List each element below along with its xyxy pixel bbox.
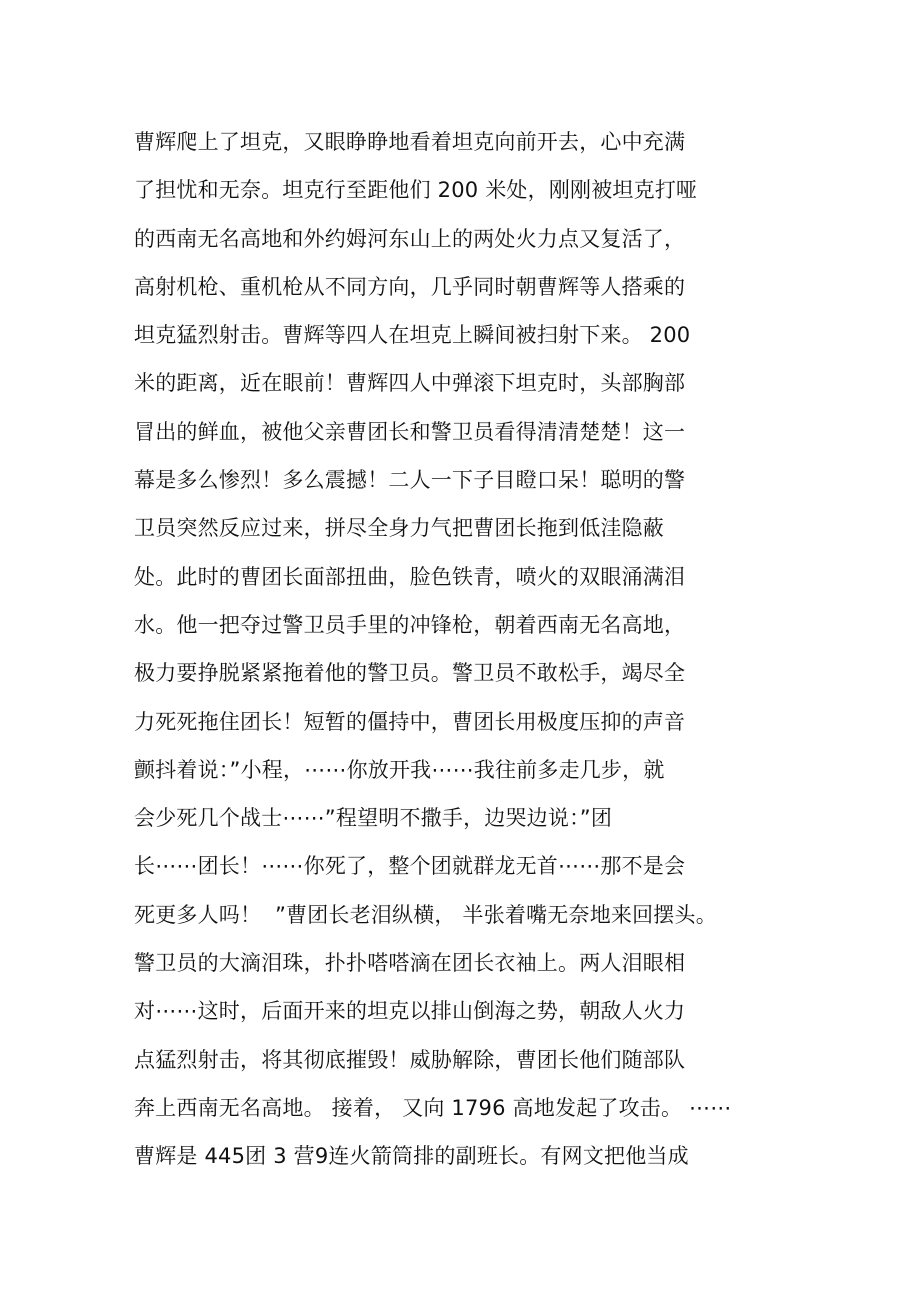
body-text — [134, 118, 794, 1181]
text-line: 点猛烈射击，将其彻底摧毁！威胁解除，曹团长他们随部队 — [134, 1047, 686, 1072]
text-line: 了担忧和无奈。坦克行至距他们 200 米处，刚刚被坦克打哑 — [134, 178, 698, 203]
text-line: 坦克猛烈射击。曹辉等四人在坦克上瞬间被扫射下来。 200 — [134, 323, 691, 348]
text-line: 的西南无名高地和外约姆河东山上的两处火力点又复活了， — [134, 226, 686, 251]
text-line: 米的距离，近在眼前！曹辉四人中弹滚下坦克时，头部胸部 — [134, 371, 686, 396]
text-line: 幕是多么惨烈！多么震撼！二人一下子目瞪口呆！聪明的警 — [134, 468, 686, 493]
text-line: 会少死几个战士⋯⋯”程望明不撒手，边哭边说：”团 — [134, 806, 613, 831]
text-line: 对⋯⋯这时，后面开来的坦克以排山倒海之势，朝敌人火力 — [134, 999, 686, 1024]
text-line: 死更多人吗！ ”曹团长老泪纵横， 半张着嘴无奈地来回摆头。 — [134, 902, 717, 927]
text-line: 卫员突然反应过来，拼尽全身力气把曹团长拖到低洼隐蔽 — [134, 516, 664, 541]
text-line: 处。此时的曹团长面部扭曲，脸色铁青，喷火的双眼涌满泪 — [134, 564, 686, 589]
text-line: 颤抖着说：”小程，⋯⋯你放开我⋯⋯我往前多走几步，就 — [134, 757, 665, 782]
text-line: 力死死拖住团长！短暂的僵持中，曹团长用极度压抑的声音 — [134, 709, 686, 734]
text-line: 高射机枪、重机枪从不同方向，几乎同时朝曹辉等人搭乘的 — [134, 274, 686, 299]
text-line: 警卫员的大滴泪珠，扑扑嗒嗒滴在团长衣袖上。两人泪眼相 — [134, 951, 686, 976]
text-line: 曹辉爬上了坦克，又眼睁睁地看着坦克向前开去，心中充满 — [134, 130, 686, 154]
text-line: 曹辉是 445团 3 营9连火箭筒排的副班长。有网文把他当成 — [134, 1144, 689, 1169]
text-line: 长⋯⋯团长！⋯⋯你死了，整个团就群龙无首⋯⋯那不是会 — [134, 854, 686, 879]
text-line: 极力要挣脱紧紧拖着他的警卫员。警卫员不敢松手，竭尽全 — [134, 661, 686, 686]
text-line: 冒出的鲜血，被他父亲曹团长和警卫员看得清清楚楚！这一 — [134, 419, 686, 444]
text-line: 水。他一把夺过警卫员手里的冲锋枪，朝着西南无名高地， — [134, 612, 686, 637]
text-line: 奔上西南无名高地。 接着， 又向 1796 高地发起了攻击。 ⋯⋯ — [134, 1095, 732, 1120]
